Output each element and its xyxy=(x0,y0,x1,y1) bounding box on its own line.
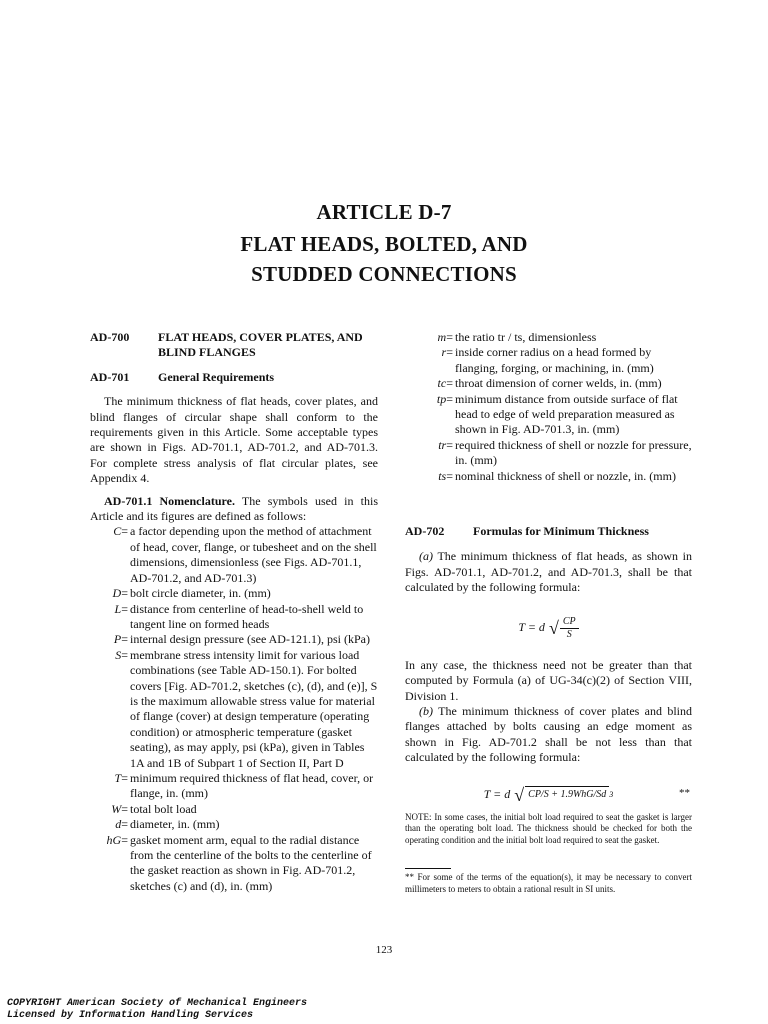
section-title: FLAT HEADS, COVER PLATES, AND BLIND FLANGES xyxy=(158,330,363,360)
fraction-numerator: CP xyxy=(560,616,579,629)
symbol: hG xyxy=(106,832,122,847)
nomenclature-entry-L: L= distance from centerline of head-to-shell weld to tangent line on formed heads xyxy=(90,602,378,633)
nomenclature-entry-S: S= membrane stress intensity limit for various load combinations (see Table AD-150.1). For bolted covers [Fig. AD-701.2, sketches (c), (d), and (e)], S is the maximum allowable stress value for material of flange (cover) at design temperature (operating condition) or atmospheric temperature (gasket seating), as may apply, psi (kPa), given in Tables 1A and 1B of Subpart 1 of Section II, Part D xyxy=(115,647,378,770)
symbol: W xyxy=(111,801,122,816)
article-number: ARTICLE D-7 xyxy=(316,200,452,224)
definition: minimum distance from outside surface of flat head to edge of weld preparation measured as shown in Fig. AD-701.3, in. (mm) xyxy=(455,391,678,437)
formula-exponent: 3 xyxy=(609,789,614,799)
symbol: ts xyxy=(438,468,447,483)
copyright-line-2: Licensed by Information Handling Services xyxy=(7,1009,254,1021)
footnote-marker: ** xyxy=(679,786,690,799)
symbol: P xyxy=(113,632,122,647)
symbol: L xyxy=(114,601,122,616)
definition: required thickness of shell or nozzle for pressure, in. (mm) xyxy=(455,437,692,468)
item-label: (a) xyxy=(419,549,433,564)
left-column xyxy=(90,330,378,894)
section-title: Formulas for Minimum Thickness xyxy=(473,524,649,539)
section-number: AD-702 xyxy=(405,524,445,539)
square-root-sign: √ xyxy=(548,618,559,639)
nomenclature-entry-W: W= total bolt load xyxy=(90,802,378,817)
nomenclature-entry-C: C= a factor depending upon the method of attachment of head, cover, flange, or tubesheet and on the shell dimensions, dimensionless (see Figs. AD-701.1, AD-701.2, and AD-701.3) xyxy=(113,524,377,585)
symbol: C xyxy=(113,524,122,539)
article-title-line-1: FLAT HEADS, BOLTED, AND xyxy=(240,232,528,256)
formula-lhs: T = d xyxy=(483,786,511,801)
symbol: tc xyxy=(437,376,447,391)
right-column xyxy=(405,330,692,896)
formula-flat-head-thickness xyxy=(405,612,692,646)
formula-lhs: T = d xyxy=(518,620,545,635)
nomenclature-entry-D: D= bolt circle diameter, in. (mm) xyxy=(90,586,378,601)
note-text: NOTE: In some cases, the initial bolt load required to seat the gasket is larger than the operating bolt load. The thickness should be checked for both the operating condition and the initial bolt load required to seat the gasket. xyxy=(405,811,692,845)
nomenclature-entry-tc: tc= throat dimension of corner welds, in. (mm) xyxy=(405,376,692,391)
definition: diameter, in. (mm) xyxy=(130,817,220,832)
paragraph-any-case: In any case, the thickness need not be greater than that computed by Formula (a) of UG-34(c)(2) of Section VIII, Division 1. xyxy=(405,657,692,703)
nomenclature-entry-m: m= the ratio tr / ts, dimensionless xyxy=(405,330,692,345)
item-label: (b) xyxy=(419,703,433,718)
definition: a factor depending upon the method of attachment of head, cover, flange, or tubesheet and on the shell dimensions, dimensionless (see Figs. AD-701.1, AD-701.2, and AD-701.3) xyxy=(130,524,377,585)
copyright-line-1: COPYRIGHT American Society of Mechanical Engineers xyxy=(7,998,308,1009)
symbol: d xyxy=(115,817,122,832)
definition: nominal thickness of shell or nozzle, in. (mm) xyxy=(455,468,676,483)
paragraph-text: The minimum thickness of cover plates and blind flanges attached by bolts causing an edge moment as shown in Fig. AD-701.2 shall be not less than that calculated by the following formula: xyxy=(405,703,692,765)
paragraph-general-requirements: The minimum thickness of flat heads, cover plates, and blind flanges of circular shape shall conform to the requirements given in this Article. Some acceptable types are shown in Figs. AD-701.1, AD-701.2, and AD-701.3. For complete stress analysis of flat circular plates, see Appendix 4. xyxy=(90,394,378,486)
fraction-denominator: S xyxy=(566,628,572,640)
symbol: tp xyxy=(436,391,447,406)
definition: the ratio tr / ts, dimensionless xyxy=(455,330,597,344)
section-heading-ad702 xyxy=(405,524,692,539)
symbol: tr xyxy=(438,437,447,452)
square-root-sign: √ xyxy=(514,784,525,805)
formula-cover-plate-thickness xyxy=(405,786,692,808)
footnote-rule xyxy=(405,868,451,869)
subsection-lead: AD-701.1 Nomenclature. xyxy=(104,493,235,508)
definition: total bolt load xyxy=(130,801,197,816)
nomenclature-entry-ts: ts= nominal thickness of shell or nozzle, in. (mm) xyxy=(405,469,692,484)
section-number: AD-700 xyxy=(90,330,130,344)
symbol: S xyxy=(115,647,122,662)
nomenclature-entry-hG: hG= gasket moment arm, equal to the radial distance from the centerline of the bolts to the centerline of the gasket reaction as shown in Fig. AD-701.2, sketches (c) and (d), in. (mm) xyxy=(90,833,378,895)
section-title: General Requirements xyxy=(158,369,275,384)
subsection-text: The symbols used in this Article and its figures are defined as follows: xyxy=(90,493,378,524)
definition: throat dimension of corner welds, in. (mm) xyxy=(455,376,662,391)
footnote-text: ** For some of the terms of the equation(s), it may be necessary to convert millimeters to meters to obtain a rational result in SI units. xyxy=(405,872,692,894)
symbol: D xyxy=(112,586,122,601)
section-heading-ad701 xyxy=(90,370,378,385)
paragraph-b xyxy=(405,704,692,766)
nomenclature-entry-T: T= minimum required thickness of flat head, cover, or flange, in. (mm) xyxy=(90,771,378,802)
definition: bolt circle diameter, in. (mm) xyxy=(130,586,271,601)
nomenclature-entry-tp: tp= minimum distance from outside surface of flat head to edge of weld preparation measured as shown in Fig. AD-701.3, in. (mm) xyxy=(405,392,692,438)
page-number: 123 xyxy=(375,944,393,956)
nomenclature-entry-P: P= internal design pressure (see AD-121.1), psi (kPa) xyxy=(90,632,378,647)
copyright-notice xyxy=(7,998,307,1021)
section-number: AD-701 xyxy=(90,369,130,384)
formula-fraction xyxy=(560,616,579,641)
definition: distance from centerline of head-to-shell weld to tangent line on formed heads xyxy=(130,601,364,631)
definition: inside corner radius on a head formed by flanging, forging, or machining, in. (mm) xyxy=(455,345,654,375)
definition: gasket moment arm, equal to the radial distance from the centerline of the bolts to the centerline of the gasket reaction as shown in Fig. AD-701.2, sketches (c) and (d), in. (mm) xyxy=(130,832,372,893)
symbol: r xyxy=(441,345,447,360)
definition: minimum required thickness of flat head, cover, or flange, in. (mm) xyxy=(130,770,374,801)
nomenclature-entry-r: r= inside corner radius on a head formed by flanging, forging, or machining, in. (mm) xyxy=(405,345,692,376)
section-heading-ad700 xyxy=(90,330,378,361)
definition: internal design pressure (see AD-121.1), psi (kPa) xyxy=(130,632,370,647)
paragraph-text: The minimum thickness of flat heads, as shown in Figs. AD-701.1, AD-701.2, and AD-701.3, shall be that calculated by the following formula: xyxy=(405,549,692,595)
paragraph-a xyxy=(405,549,692,595)
nomenclature-entry-tr: tr= required thickness of shell or nozzle for pressure, in. (mm) xyxy=(438,437,692,468)
paragraph-nomenclature xyxy=(90,494,378,525)
nomenclature-entry-d: d= diameter, in. (mm) xyxy=(90,817,378,832)
definition: membrane stress intensity limit for various load combinations (see Table AD-150.1). For bolted covers [Fig. AD-701.2, sketches (c), (d), and (e)], S is the maximum allowable stress value for material of flange (cover) at design temperature (operating condition) or atmospheric temperature (gasket seating), as may apply, psi (kPa), given in Tables 1A and 1B of Subpart 1 of Section II, Part D xyxy=(130,647,378,770)
symbol: T xyxy=(114,770,122,785)
formula-radicand: CP/S + 1.9WhG/Sd xyxy=(525,786,609,802)
symbol: m xyxy=(437,330,447,344)
article-title-line-2: STUDDED CONNECTIONS xyxy=(251,262,517,286)
